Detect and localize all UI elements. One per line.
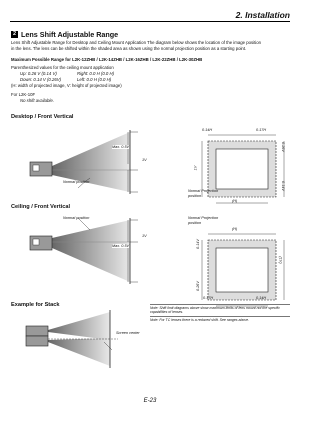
ceiling-side-diagram — [18, 216, 163, 294]
intro-line-2: in the lens. The lens can be shifted within the shaded area as shown using the normal projection position as a starting point. — [11, 46, 247, 51]
header-rule — [10, 21, 290, 22]
ceiling-max-label: Max. 0.5V — [112, 244, 130, 248]
ceiling-side-bottom: 0.26V — [195, 281, 200, 291]
desktop-side-bottom: 0.14V — [280, 181, 285, 191]
right-value: Right: 0.0 H (0.0 H) — [77, 71, 115, 76]
left-value: Left: 0.0 H (0.0 H) — [77, 77, 112, 82]
up-value: Up: 0.26 V (0.14 V) — [20, 71, 57, 76]
desktop-title: Desktop / Front Vertical — [11, 114, 74, 120]
stack-title: Example for Stack — [11, 302, 60, 308]
desktop-side-top: 0.26V — [280, 142, 285, 152]
desktop-caption-2: position — [188, 194, 202, 198]
down-value: Down: 0.14 V (0.26V) — [20, 77, 62, 82]
for-l2k-10f: For L2K-10F — [11, 92, 36, 97]
ceiling-caption-2: position — [188, 221, 202, 225]
section-number: 2 — [12, 31, 17, 37]
desktop-shift-diagram — [190, 125, 290, 225]
no-shift-text: No shift available. — [20, 98, 54, 103]
desktop-normal-label: Normal position — [63, 180, 90, 184]
page-header-title: 2. Installation — [235, 10, 290, 20]
desktop-caption-1: Normal Projection — [188, 189, 219, 193]
ceiling-normal-label: Normal position — [63, 216, 90, 220]
ceiling-side-top: 0.14V — [195, 239, 200, 249]
desktop-max-label: Max. 0.5V — [112, 145, 130, 149]
section-heading — [11, 30, 118, 39]
intro-line-1: Lens Shift Adjustable Range for Desktop and Ceiling Mount Application The diagram below shows the location of the image position — [11, 40, 262, 45]
ceiling-h-label: (H) — [232, 227, 238, 231]
hv-definition: (H: width of projected image, V: height of projected image) — [11, 83, 122, 88]
stack-diagram — [18, 306, 128, 372]
note-rule-1 — [150, 304, 290, 305]
ceiling-title: Ceiling / Front Vertical — [11, 204, 71, 210]
note-rule-2 — [150, 316, 290, 317]
ceiling-bottom-right: 0.14H — [256, 296, 267, 300]
note-1: Note: Shift limit diagrams above show maximum limits of lens mount not the specific capabilities of lenses. — [150, 306, 280, 315]
ceiling-v-label: 1V — [142, 234, 147, 238]
note-2: Note: For TC lenses there is a reduced shift. See ranges above. — [150, 318, 250, 322]
page-number: E-23 — [143, 398, 157, 404]
desktop-v-label: 1V — [142, 158, 147, 162]
ceiling-caption-1: Normal Projection — [188, 216, 219, 220]
desktop-side-left: 1V — [193, 165, 198, 171]
stack-screen-center: Screen center — [116, 331, 140, 335]
desktop-h-label: (H) — [232, 199, 238, 203]
ceiling-side-right: (1V) — [278, 256, 283, 264]
max-range-title: Maximum Possible Range for L2K-12ZHB / L2K-14ZHB / L2K-16ZHB / L2K-22ZHB / L2K-30ZHB — [11, 57, 203, 62]
section-title: Lens Shift Adjustable Range — [21, 30, 119, 39]
paren-note: Parenthesized values for the ceiling mount application — [11, 65, 114, 70]
desktop-top-right: 0.17H — [256, 128, 267, 132]
ceiling-bottom-left: 0.17H — [203, 296, 214, 300]
desktop-top-left: 0.14H — [202, 128, 213, 132]
